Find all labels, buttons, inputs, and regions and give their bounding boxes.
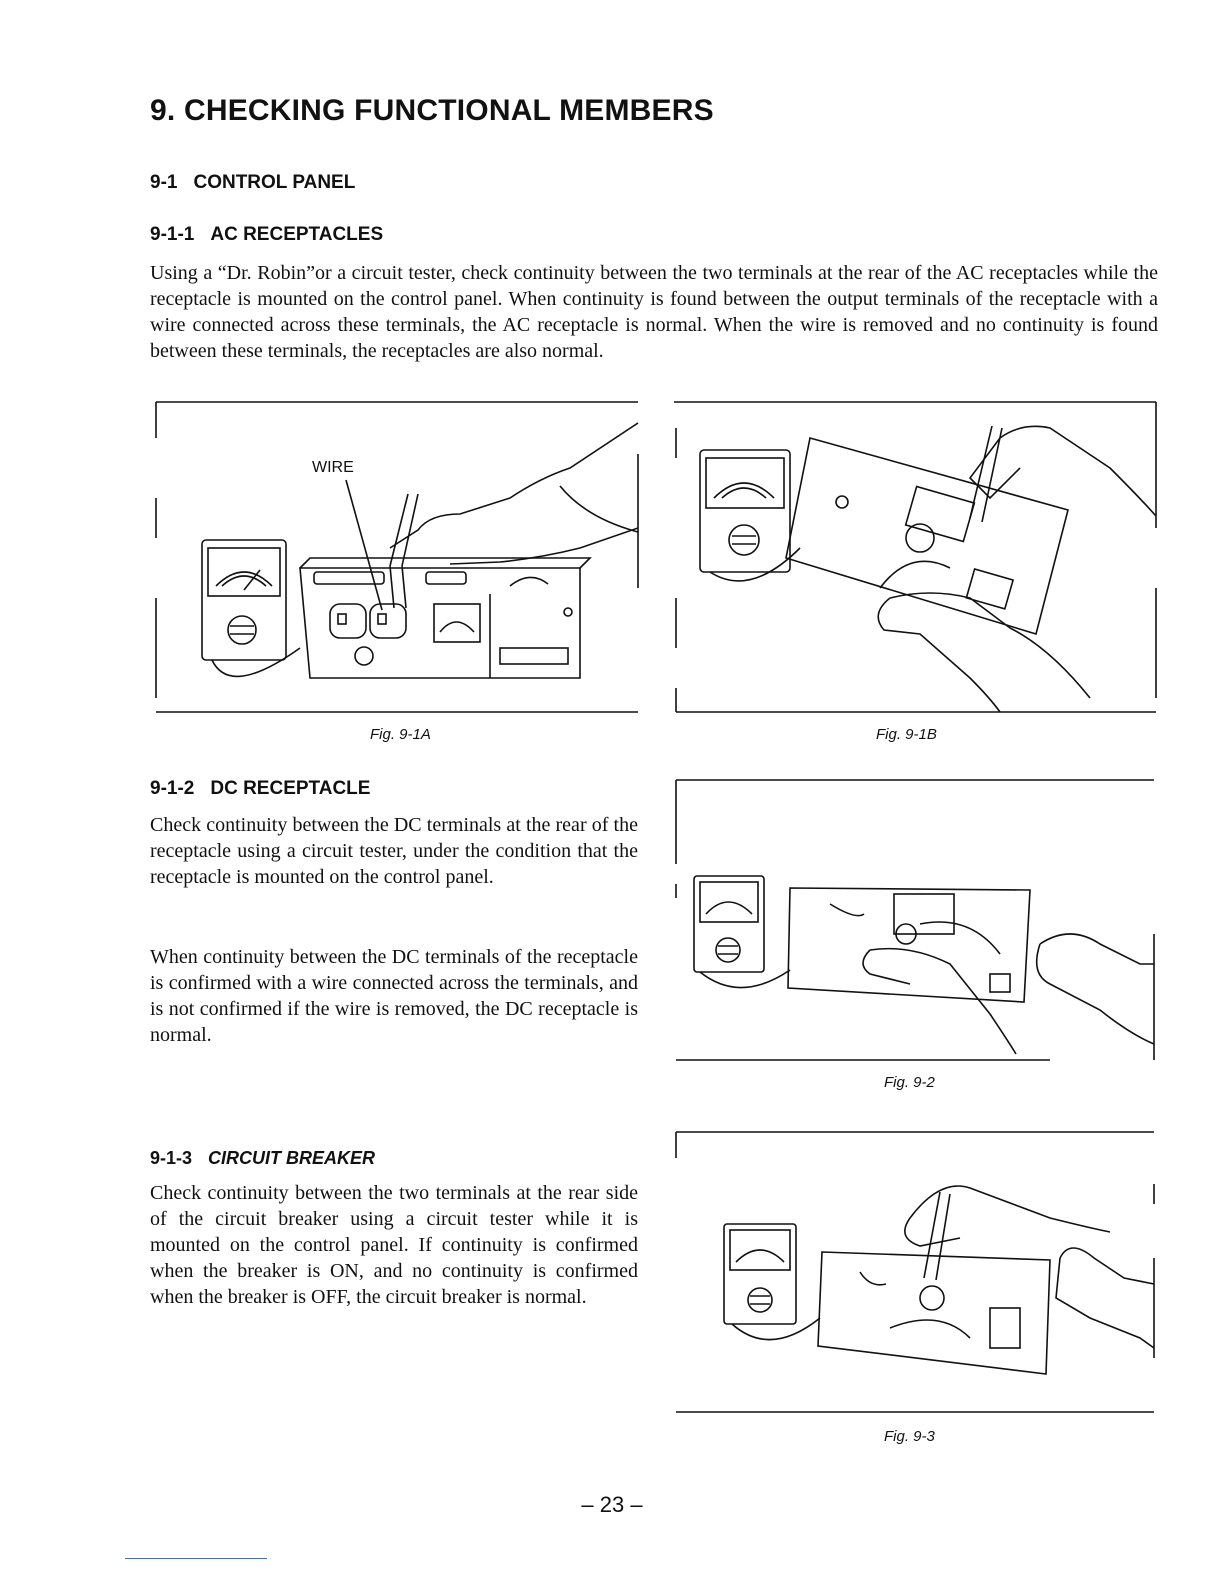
figure-9-3: [670, 1128, 1160, 1418]
ac-receptacles-paragraph: Using a “Dr. Robin”or a circuit tester, check continuity between the two terminals at the rear of the AC receptacles while the receptacle is mounted on the control panel. When continuity is found between the output terminals of the receptacle with a wire connected across these terminals, the AC receptacle is normal. When the wire is removed and no continuity is found between these terminals, the receptacles are also normal.: [150, 262, 1158, 362]
subsection-title: CONTROL PANEL: [193, 172, 356, 193]
figure-9-2: [670, 774, 1160, 1066]
figure-9-1a-drawing: [150, 398, 642, 718]
figure-9-1b: [670, 398, 1160, 718]
figure-9-1b-caption: Fig. 9-1B: [876, 726, 937, 743]
figure-9-2-drawing: [670, 774, 1160, 1066]
circuit-breaker-number: 9-1-3: [150, 1148, 193, 1168]
figure-9-3-caption: Fig. 9-3: [884, 1428, 935, 1445]
ac-receptacles-heading: [150, 224, 383, 246]
dc-receptacle-title: DC RECEPTACLE: [210, 778, 371, 799]
page-number: – 23 –: [581, 1492, 643, 1517]
figure-9-3-drawing: [670, 1128, 1160, 1418]
dc-receptacle-heading: [150, 778, 370, 800]
subsection-number: 9-1: [150, 172, 178, 193]
footer-rule: [125, 1558, 267, 1559]
subsection-heading: [150, 172, 355, 194]
ac-receptacles-number: 9-1-1: [150, 224, 195, 245]
circuit-breaker-heading: [150, 1148, 375, 1169]
section-title: [150, 94, 714, 128]
ac-receptacles-title: AC RECEPTACLES: [210, 224, 384, 245]
dc-receptacle-paragraph-1: Check continuity between the DC terminals at the rear of the receptacle using a circuit tester, under the condition that the receptacle is mounted on the control panel.: [150, 814, 638, 888]
figure-9-1b-drawing: [670, 398, 1160, 718]
figure-9-1a: [150, 398, 642, 718]
circuit-breaker-title: CIRCUIT BREAKER: [208, 1148, 376, 1168]
section-title-text: CHECKING FUNCTIONAL MEMBERS: [183, 94, 714, 127]
dc-receptacle-paragraph-2: When continuity between the DC terminals of the receptacle is confirmed with a wire connected across the terminals, and is not confirmed if the wire is removed, the DC receptacle is normal.: [150, 946, 638, 1046]
dc-receptacle-number: 9-1-2: [150, 778, 195, 799]
figure-9-2-caption: Fig. 9-2: [884, 1074, 935, 1091]
circuit-breaker-paragraph: Check continuity between the two terminals at the rear side of the circuit breaker using a circuit tester while it is mounted on the control panel. If continuity is confirmed when the breaker is ON, and no continuity is confirmed when the breaker is OFF, the circuit breaker is normal.: [150, 1182, 638, 1308]
figure-9-1a-caption: Fig. 9-1A: [370, 726, 431, 743]
section-number: 9.: [150, 94, 176, 127]
wire-label: WIRE: [312, 459, 354, 476]
